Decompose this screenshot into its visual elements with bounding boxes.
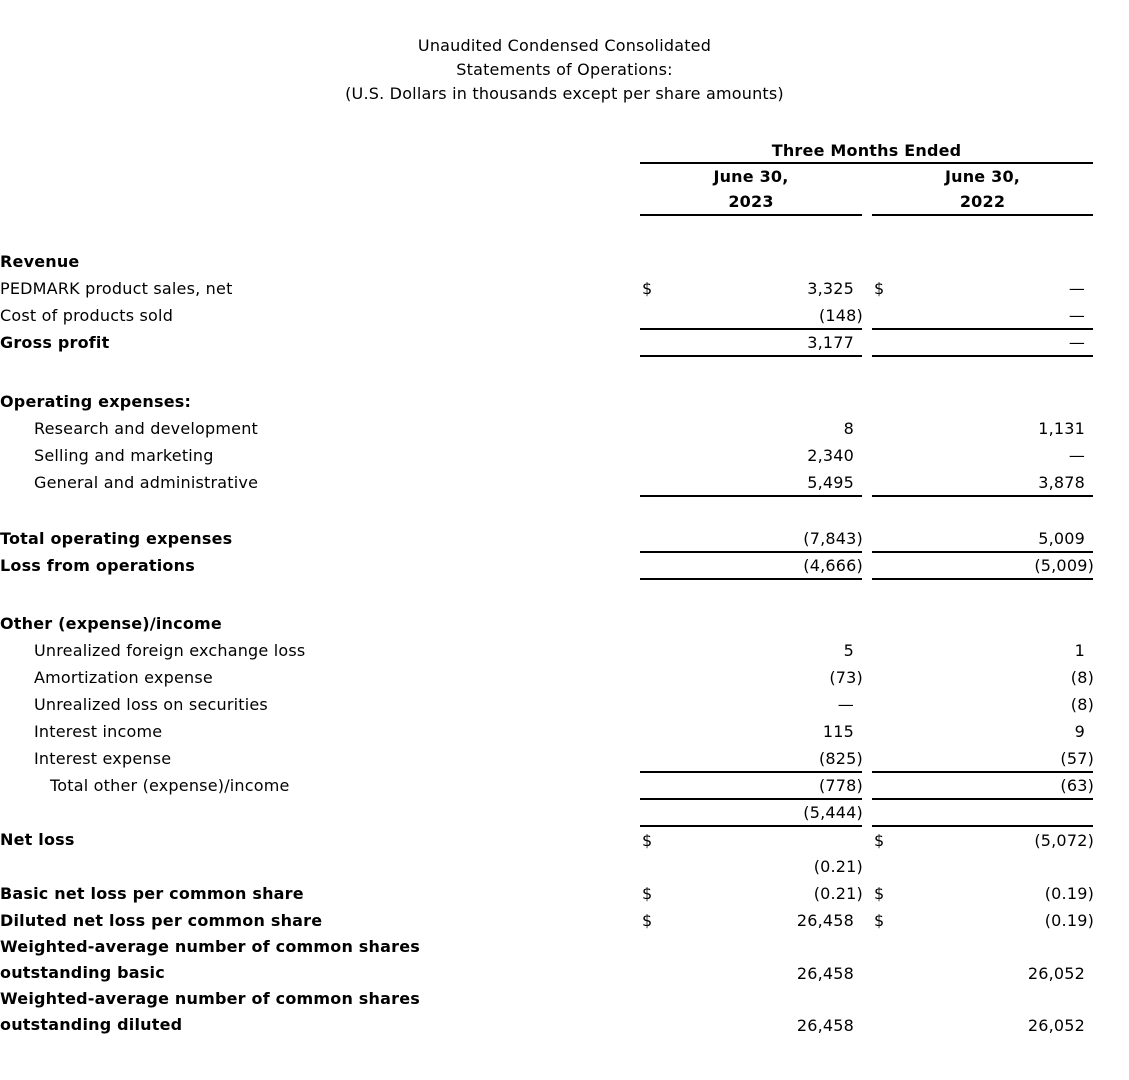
column-header-year-2023: 2023 <box>640 189 862 215</box>
currency-symbol: $ <box>874 911 885 930</box>
column-gap <box>862 163 872 189</box>
table-row <box>0 469 1093 496</box>
amount: (63) <box>1060 776 1095 795</box>
value-2023 <box>640 275 862 302</box>
value-2022 <box>872 415 1093 442</box>
value-2023 <box>640 388 862 415</box>
table-row <box>0 718 1093 745</box>
value-2023 <box>640 525 862 552</box>
amount: 3,177 <box>807 333 854 352</box>
col-gap <box>862 880 872 907</box>
col-gap <box>862 469 872 496</box>
amount: (0.19) <box>1044 884 1095 903</box>
column-gap <box>862 189 872 215</box>
value-2023 <box>640 986 862 1038</box>
value-2023 <box>640 469 862 496</box>
amount: (5,009) <box>1034 556 1095 575</box>
value-2022 <box>872 442 1093 469</box>
amount: — <box>1068 446 1086 465</box>
value-2023 <box>640 552 862 579</box>
table-row <box>0 637 1093 664</box>
statement-rows <box>0 215 1093 1038</box>
amount: (73) <box>829 668 863 687</box>
value-2022 <box>872 610 1093 637</box>
spacer-cell <box>0 215 1093 248</box>
col-gap <box>862 826 872 853</box>
value-2023 <box>640 880 862 907</box>
row-label: Revenue <box>0 252 80 271</box>
row-label-line-1: Weighted-average number of common shares <box>0 937 420 956</box>
currency-symbol: $ <box>642 911 653 930</box>
value-2022 <box>872 772 1093 799</box>
value-2022 <box>872 525 1093 552</box>
value-2023 <box>640 248 862 275</box>
amount: 3,878 <box>1038 472 1086 492</box>
row-label: Total other (expense)/income <box>50 776 290 795</box>
amount: — <box>1068 305 1086 325</box>
table-row <box>0 275 1093 302</box>
amount: 9 <box>1074 722 1086 741</box>
value-2023 <box>640 907 862 934</box>
row-label: General and administrative <box>34 473 259 492</box>
amount: (7,843) <box>803 528 863 548</box>
amount: 3,325 <box>807 279 854 298</box>
table-row <box>0 745 1093 772</box>
row-label: Research and development <box>34 419 259 438</box>
column-year-row <box>0 189 1093 215</box>
table-row <box>0 415 1093 442</box>
value-2023 <box>640 329 862 356</box>
col-gap <box>862 637 872 664</box>
row-label <box>0 853 640 880</box>
value-2023 <box>640 415 862 442</box>
row-label: Amortization expense <box>34 668 213 687</box>
header-spacer-cell <box>0 139 640 163</box>
amount: (0.19) <box>1044 911 1095 930</box>
col-gap <box>862 442 872 469</box>
row-label: Unrealized foreign exchange loss <box>34 641 306 660</box>
spacer-row <box>0 356 1093 388</box>
spacer-cell <box>0 496 1093 525</box>
amount: (148) <box>818 305 863 325</box>
amount: 26,052 <box>1027 964 1086 983</box>
spacer-cell <box>0 579 1093 610</box>
table-row <box>0 799 1093 826</box>
currency-symbol: $ <box>642 884 653 903</box>
value-2023 <box>640 799 862 826</box>
value-2022 <box>872 853 1093 880</box>
row-label <box>0 934 640 986</box>
table-row <box>0 552 1093 579</box>
row-label: Loss from operations <box>0 556 195 575</box>
amount: 26,458 <box>796 911 854 930</box>
table-row <box>0 772 1093 799</box>
currency-symbol: $ <box>642 830 653 850</box>
table-row <box>0 329 1093 356</box>
col-gap <box>862 329 872 356</box>
value-2023 <box>640 745 862 772</box>
col-gap <box>862 986 872 1038</box>
table-row <box>0 664 1093 691</box>
table-row <box>0 248 1093 275</box>
value-2022 <box>872 329 1093 356</box>
currency-symbol: $ <box>874 884 885 903</box>
statement-table <box>0 139 1093 1038</box>
value-2022 <box>872 826 1093 853</box>
table-row <box>0 986 1093 1038</box>
amount: 5,495 <box>807 472 854 492</box>
value-2023 <box>640 853 862 880</box>
value-2023 <box>640 826 862 853</box>
row-label: Other (expense)/income <box>0 614 222 633</box>
col-gap <box>862 525 872 552</box>
currency-symbol: $ <box>874 830 885 850</box>
column-header-year-2022: 2022 <box>872 189 1093 215</box>
value-2023 <box>640 637 862 664</box>
value-2022 <box>872 637 1093 664</box>
value-2022 <box>872 275 1093 302</box>
title-line-2: Statements of Operations: <box>456 60 673 79</box>
amount: 5,009 <box>1038 528 1086 548</box>
row-label: Basic net loss per common share <box>0 884 304 903</box>
table-row <box>0 525 1093 552</box>
row-label-line-2: outstanding diluted <box>0 1015 183 1034</box>
table-row <box>0 853 1093 880</box>
row-label: Operating expenses: <box>0 392 192 411</box>
row-label: Total operating expenses <box>0 529 233 548</box>
value-2023 <box>640 664 862 691</box>
value-2022 <box>872 302 1093 329</box>
value-2023 <box>640 934 862 986</box>
amount: 2,340 <box>807 446 854 465</box>
value-2022 <box>872 691 1093 718</box>
value-2022 <box>872 907 1093 934</box>
amount: — <box>1068 279 1086 298</box>
col-gap <box>862 302 872 329</box>
value-2022 <box>872 718 1093 745</box>
table-row <box>0 826 1093 853</box>
value-2022 <box>872 745 1093 772</box>
col-gap <box>862 691 872 718</box>
table-row <box>0 442 1093 469</box>
currency-symbol: $ <box>642 279 653 298</box>
table-row <box>0 388 1093 415</box>
row-label: Cost of products sold <box>0 306 174 325</box>
title-line-3: (U.S. Dollars in thousands except per share amounts) <box>345 84 784 103</box>
amount: (5,444) <box>803 803 863 822</box>
row-label-line-2: outstanding basic <box>0 963 165 982</box>
amount: 26,052 <box>1027 1016 1086 1035</box>
col-gap <box>862 552 872 579</box>
amount: (8) <box>1070 668 1095 687</box>
value-2023 <box>640 442 862 469</box>
row-label: Gross profit <box>0 333 110 352</box>
value-2022 <box>872 552 1093 579</box>
col-gap <box>862 907 872 934</box>
value-2022 <box>872 880 1093 907</box>
value-2022 <box>872 934 1093 986</box>
value-2022 <box>872 248 1093 275</box>
amount: 1 <box>1074 641 1086 660</box>
amount: (4,666) <box>803 556 863 575</box>
col-gap <box>862 799 872 826</box>
amount: 1,131 <box>1038 419 1086 438</box>
row-label: Selling and marketing <box>34 446 214 465</box>
row-label <box>0 799 640 826</box>
column-header-month-2023: June 30, <box>713 167 789 186</box>
table-row <box>0 880 1093 907</box>
col-gap <box>862 853 872 880</box>
row-label <box>0 986 640 1038</box>
column-month-row <box>0 163 1093 189</box>
table-row <box>0 934 1093 986</box>
amount: 8 <box>843 419 854 438</box>
col-gap <box>862 275 872 302</box>
table-row <box>0 610 1093 637</box>
value-2022 <box>872 469 1093 496</box>
amount: (825) <box>818 748 863 768</box>
spacer-row <box>0 496 1093 525</box>
value-2022 <box>872 986 1093 1038</box>
amount: 26,458 <box>796 964 854 983</box>
spacer-row <box>0 579 1093 610</box>
title-line-1: Unaudited Condensed Consolidated <box>417 36 712 55</box>
value-2022 <box>872 664 1093 691</box>
amount: 5 <box>843 641 854 660</box>
row-label-line-1: Weighted-average number of common shares <box>0 989 420 1008</box>
currency-symbol: $ <box>874 279 885 298</box>
column-header-month-2022: June 30, <box>944 167 1021 186</box>
col-gap <box>862 745 872 772</box>
value-2023 <box>640 691 862 718</box>
amount: (57) <box>1060 748 1095 768</box>
amount: (0.21) <box>813 884 863 903</box>
table-row <box>0 691 1093 718</box>
col-gap <box>862 718 872 745</box>
period-header: Three Months Ended <box>640 139 1093 163</box>
amount: 26,458 <box>796 1016 854 1035</box>
row-label: Interest income <box>34 722 163 741</box>
row-label: PEDMARK product sales, net <box>0 279 233 298</box>
amount: (8) <box>1070 695 1095 714</box>
table-row <box>0 302 1093 329</box>
value-2023 <box>640 610 862 637</box>
col-gap <box>862 934 872 986</box>
amount: (0.21) <box>813 857 863 876</box>
value-2023 <box>640 302 862 329</box>
col-gap <box>862 248 872 275</box>
col-gap <box>862 610 872 637</box>
amount: (778) <box>818 776 863 795</box>
row-label: Interest expense <box>34 749 172 768</box>
amount: 115 <box>822 722 854 741</box>
header-spacer-cell <box>0 163 640 189</box>
spacer-row <box>0 215 1093 248</box>
row-label: Unrealized loss on securities <box>34 695 268 714</box>
document-page <box>0 34 1129 1080</box>
value-2022 <box>872 388 1093 415</box>
col-gap <box>862 388 872 415</box>
amount: (5,072) <box>1034 830 1095 850</box>
value-2023 <box>640 718 862 745</box>
row-label: Diluted net loss per common share <box>0 911 323 930</box>
table-row <box>0 907 1093 934</box>
col-gap <box>862 772 872 799</box>
col-gap <box>862 415 872 442</box>
amount: — <box>1068 333 1086 352</box>
period-header-row <box>0 139 1093 163</box>
col-gap <box>862 664 872 691</box>
value-2022 <box>872 799 1093 826</box>
spacer-cell <box>0 356 1093 388</box>
row-label: Net loss <box>0 830 75 849</box>
header-spacer-cell <box>0 189 640 215</box>
value-2023 <box>640 772 862 799</box>
statement-title <box>0 34 1129 106</box>
amount: — <box>837 695 854 714</box>
